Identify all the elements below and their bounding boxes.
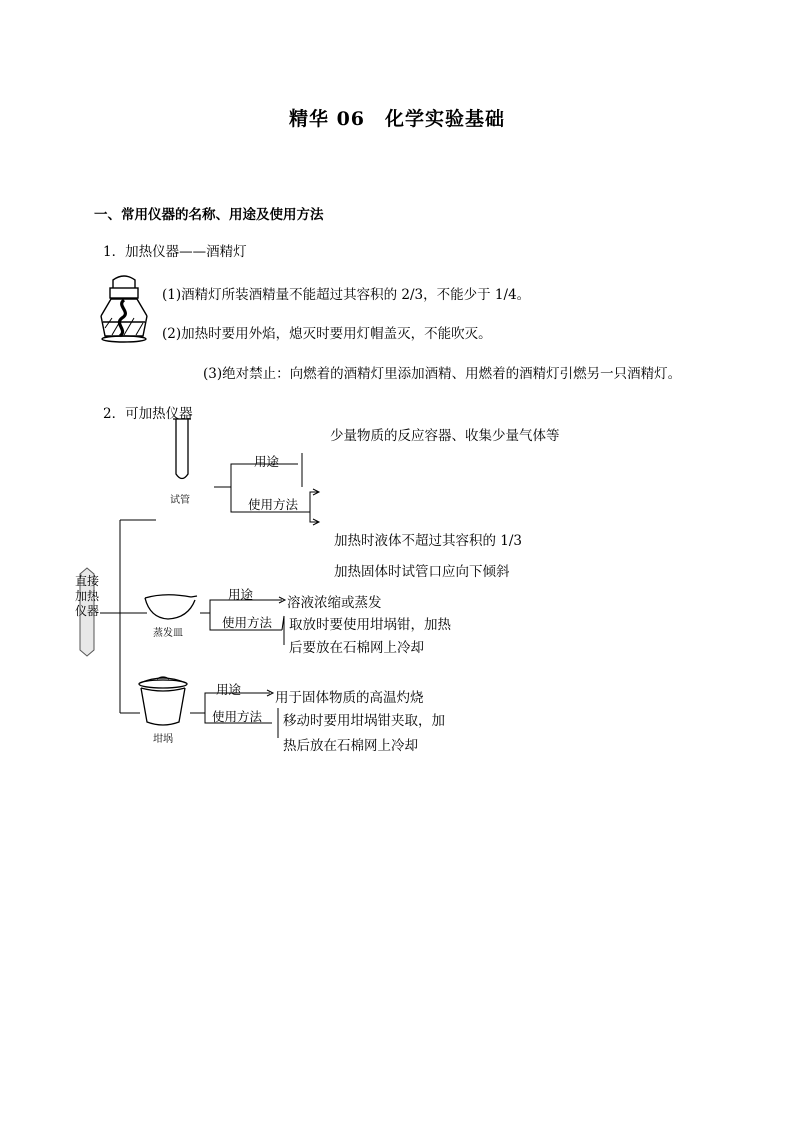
subsection-heatable: 2．可加热仪器 (103, 406, 193, 422)
dish-method-2: 后要放在石棉网上冷却 (289, 640, 424, 656)
test-tube-method-2: 加热固体时试管口应向下倾斜 (334, 564, 510, 580)
lamp-note-3: (3)绝对禁止：向燃着的酒精灯里添加酒精、用燃着的酒精灯引燃另一只酒精灯。 (203, 366, 682, 382)
test-tube-method-label: 使用方法 (248, 497, 299, 512)
test-tube-method-1: 加热时液体不超过其容积的 1/3 (334, 533, 523, 549)
crucible-use-label: 用途 (216, 682, 242, 697)
test-tube-use-text: 少量物质的反应容器、收集少量气体等 (330, 428, 560, 444)
subsection-alcohol-lamp: 1．加热仪器——酒精灯 (103, 244, 247, 260)
alcohol-lamp-illustration (101, 276, 147, 342)
crucible-use-text: 用于固体物质的高温灼烧 (275, 690, 424, 706)
lamp-note-1: (1)酒精灯所装酒精量不能超过其容积的 2/3，不能少于 1/4。 (162, 287, 531, 303)
test-tube-use-label: 用途 (254, 454, 280, 469)
dish-name: 蒸发皿 (153, 628, 183, 639)
evaporating-dish-illustration (145, 595, 197, 619)
side-label: 直接加热仪器 (74, 574, 99, 618)
lamp-note-2: (2)加热时要用外焰，熄灭时要用灯帽盖灭，不能吹灭。 (162, 326, 492, 342)
crucible-method-1: 移动时要用坩埚钳夹取，加 (283, 713, 445, 729)
dish-use-text: 溶液浓缩或蒸发 (287, 595, 382, 611)
dish-method-label: 使用方法 (222, 615, 273, 630)
crucible-illustration (139, 677, 187, 725)
crucible-method-label: 使用方法 (212, 709, 263, 724)
crucible-method-2: 热后放在石棉网上冷却 (283, 738, 418, 754)
test-tube-name: 试管 (170, 495, 190, 506)
test-tube-illustration (173, 419, 191, 479)
dish-method-1: 取放时要使用坩埚钳，加热 (289, 617, 451, 633)
page-title: 精华 06 化学实验基础 (288, 108, 506, 130)
section-heading: 一、常用仪器的名称、用途及使用方法 (94, 207, 324, 223)
crucible-name: 坩埚 (153, 734, 173, 745)
dish-use-label: 用途 (228, 587, 254, 602)
